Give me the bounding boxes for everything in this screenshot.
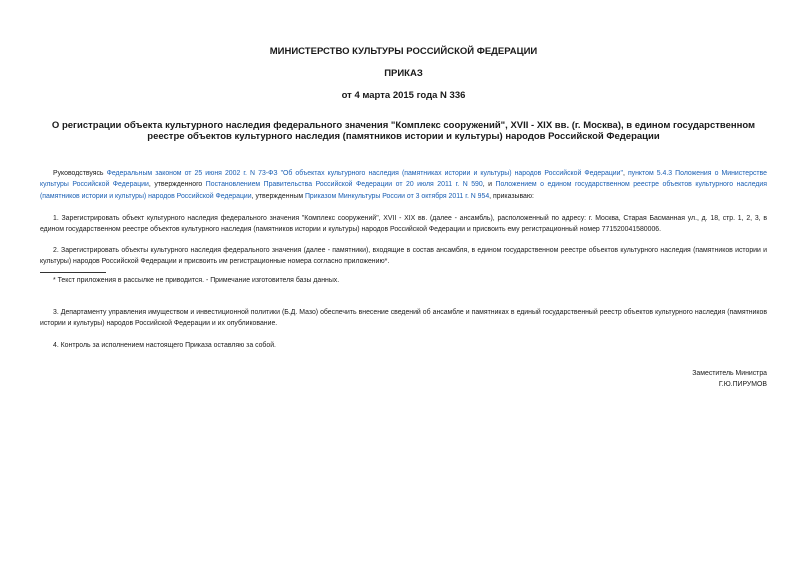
intro-text-2: , <box>622 170 628 177</box>
order-date: от 4 марта 2015 года N 336 <box>341 90 466 101</box>
intro-text-1: Руководствуясь <box>53 170 107 177</box>
signatory-title: Заместитель Министра <box>692 370 767 377</box>
footnote: * Текст приложения в рассылке не приводится. - Примечание изготовителя базы данных. <box>53 277 340 284</box>
link-regulation-point[interactable]: пунктом 5.4.3 Положения о Министерстве культуры Российской Федерации <box>40 170 767 189</box>
intro-text-6: , приказываю: <box>489 192 534 200</box>
link-government-decree[interactable]: Постановлением Правительства Российской Федерации от 20 июля 2011 г. N 590 <box>205 181 483 189</box>
footnote-divider <box>40 272 106 273</box>
signatory-name: Г.Ю.ПИРУМОВ <box>718 381 767 388</box>
intro-text-5: , утвержденным <box>251 192 305 200</box>
document-title: О регистрации объекта культурного наследия федерального значения "Комплекс сооружений", XVII - XIX вв. (г. Москва), в едином государственном реестре объектов культурного наследия (памятников истории и культуры) народов Российской Федерации <box>51 120 756 142</box>
intro-text-3: , утвержденного <box>148 181 206 189</box>
item-4: 4. Контроль за исполнением настоящего Приказа оставляю за собой. <box>53 342 276 349</box>
link-registry-regulation[interactable]: Положением о едином государственном реестре объектов культурного наследия (памятников истории и культуры) народов Российской Федерации <box>40 181 767 200</box>
ministry-heading: МИНИСТЕРСТВО КУЛЬТУРЫ РОССИЙСКОЙ ФЕДЕРАЦИИ <box>269 46 538 57</box>
order-heading: ПРИКАЗ <box>384 68 423 79</box>
link-federal-law[interactable]: Федеральным законом от 25 июня 2002 г. N 73-ФЗ "Об объектах культурного наследия (памятниках истории и культуры) народов Российской Федерации" <box>106 170 623 177</box>
item-2: 2. Зарегистрировать объекты культурного наследия федерального значения (далее - памятники), входящие в состав ансамбля, в едином государственном реестре объектов культурного наследия (памятников истории и культуры) народов Российской Федерации и присвоить им регистрационные номера согласно приложению*. <box>40 247 767 266</box>
intro-text-4: , и <box>482 181 496 189</box>
item-1: 1. Зарегистрировать объект культурного наследия федерального значения "Комплекс сооружений", XVII - XIX вв. (далее - ансамбль), расположенный по адресу: г. Москва, Старая Басманная ул., д. 18, стр. 1, 2, 3, в едином государственном реестре объектов культурного наследия (памятников истории и культуры) народов Российской Федерации и присвоить ему регистрационный номер 771520041580006. <box>40 215 767 234</box>
intro-paragraph <box>40 168 767 202</box>
item-3: 3. Департаменту управления имуществом и инвестиционной политики (Б.Д. Мазо) обеспечить внесение сведений об ансамбле и памятниках в единый государственный реестр объектов культурного наследия (памятников истории и культуры) народов Российской Федерации и их опубликование. <box>40 309 767 328</box>
link-ministry-order[interactable]: Приказом Минкультуры России от 3 октября 2011 г. N 954 <box>304 192 490 200</box>
